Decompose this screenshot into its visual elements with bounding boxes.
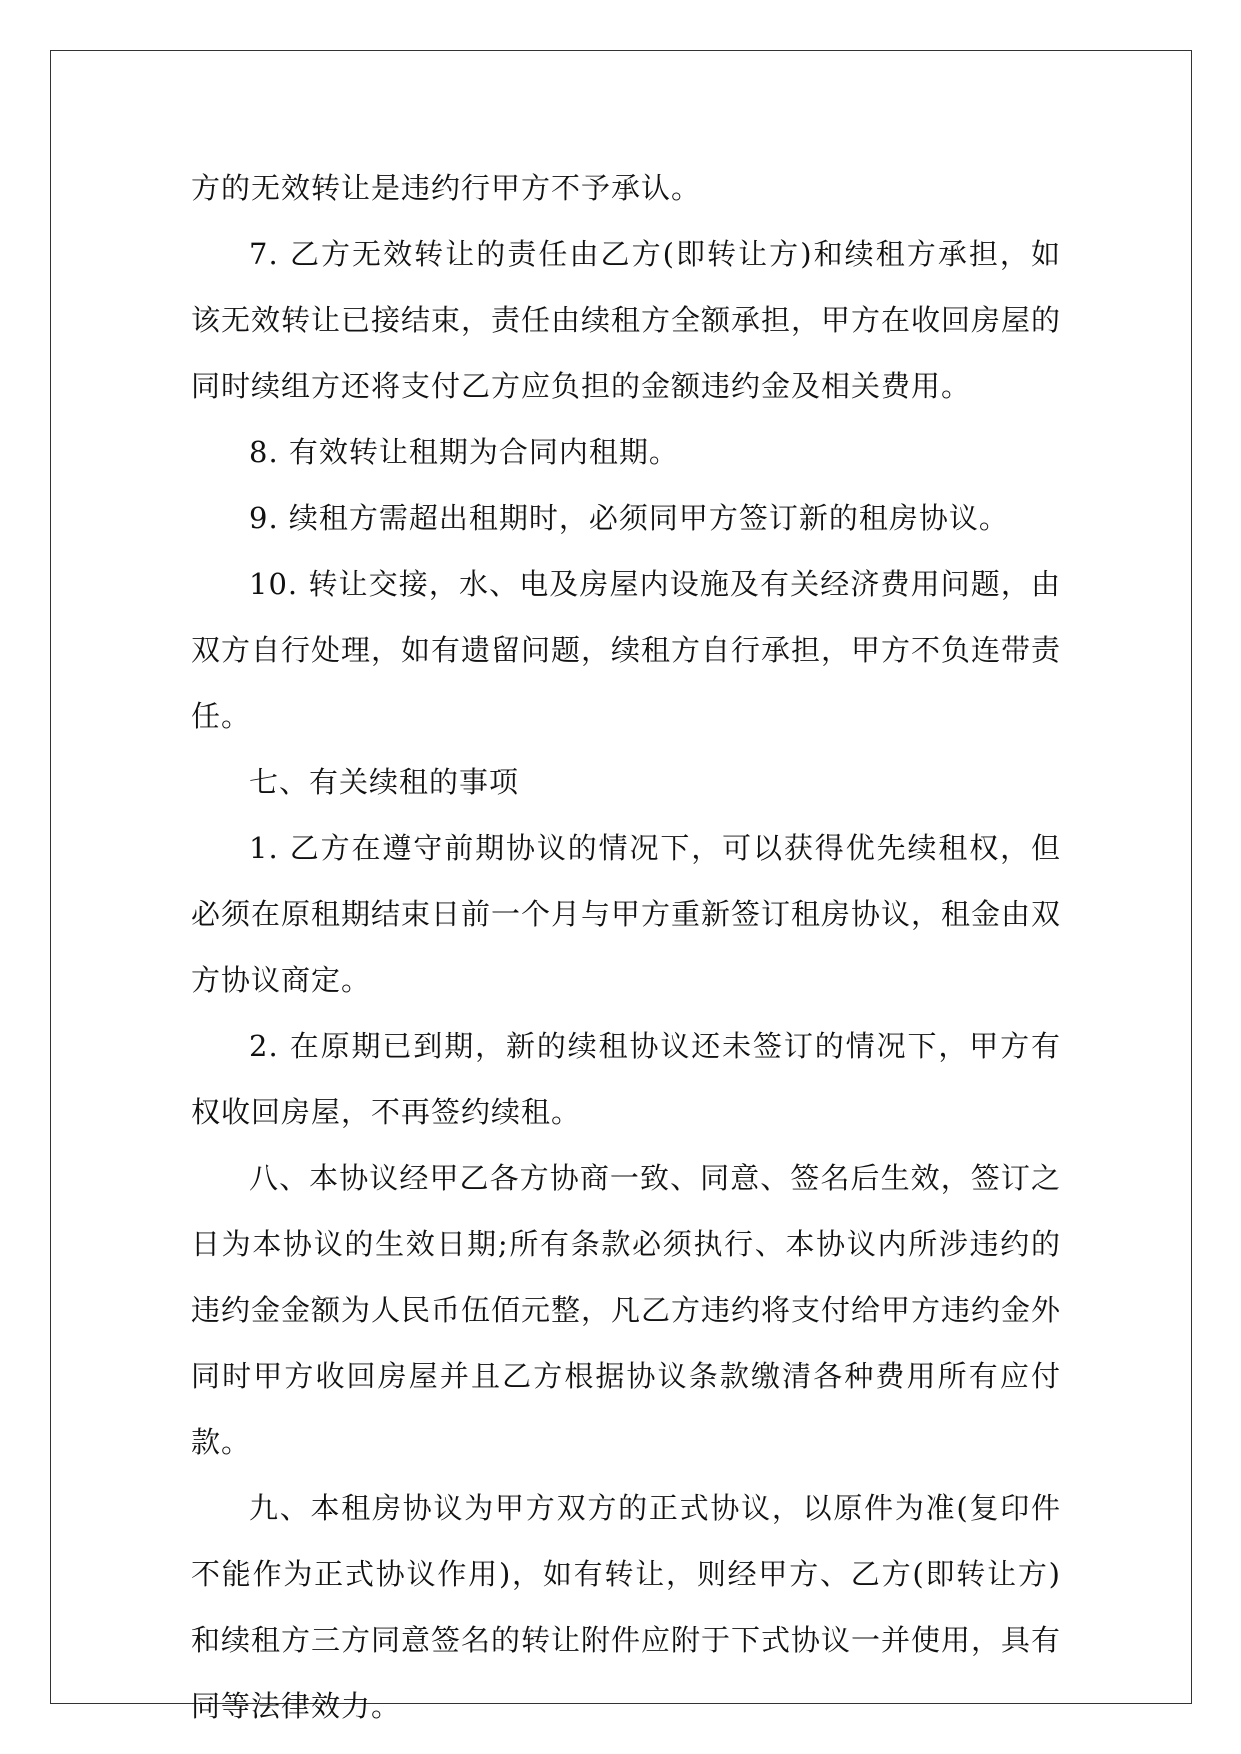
clause-9: 9. 续租方需超出租期时，必须同甲方签订新的租房协议。 bbox=[249, 501, 1009, 535]
clause-10: 10. 转让交接，水、电及房屋内设施及有关经济费用问题，由双方自行处理，如有遗留问题，续租方自行承担，甲方不负连带责任。 bbox=[191, 567, 1062, 733]
document-body bbox=[191, 155, 1061, 1739]
section-8-effectiveness: 八、本协议经甲乙各方协商一致、同意、签名后生效，签订之日为本协议的生效日期;所有条款必须执行、本协议内所涉违约的违约金金额为人民币伍佰元整，凡乙方违约将支付给甲方违约金外同时甲方收回房屋并且乙方根据协议条款缴清各种费用所有应付款。 bbox=[191, 1161, 1062, 1459]
clause-7: 7. 乙方无效转让的责任由乙方(即转让方)和续租方承担，如该无效转让已接结束，责任由续租方全额承担，甲方在收回房屋的同时续组方还将支付乙方应负担的金额违约金及相关费用。 bbox=[191, 237, 1062, 403]
renewal-clause-1: 1. 乙方在遵守前期协议的情况下，可以获得优先续租权，但必须在原租期结束日前一个月与甲方重新签订租房协议，租金由双方协议商定。 bbox=[191, 831, 1062, 997]
clause-8: 8. 有效转让租期为合同内租期。 bbox=[249, 435, 679, 469]
paragraph-continuation: 方的无效转让是违约行甲方不予承认。 bbox=[191, 171, 702, 205]
section-heading-renewal: 七、有关续租的事项 bbox=[249, 765, 520, 799]
section-9-formal-agreement: 九、本租房协议为甲方双方的正式协议，以原件为准(复印件不能作为正式协议作用)，如有转让，则经甲方、乙方(即转让方)和续租方三方同意签名的转让附件应附于下式协议一并使用，具有同等法律效力。 bbox=[191, 1491, 1062, 1723]
renewal-clause-2: 2. 在原期已到期，新的续租协议还未签订的情况下，甲方有权收回房屋，不再签约续租。 bbox=[191, 1029, 1061, 1129]
